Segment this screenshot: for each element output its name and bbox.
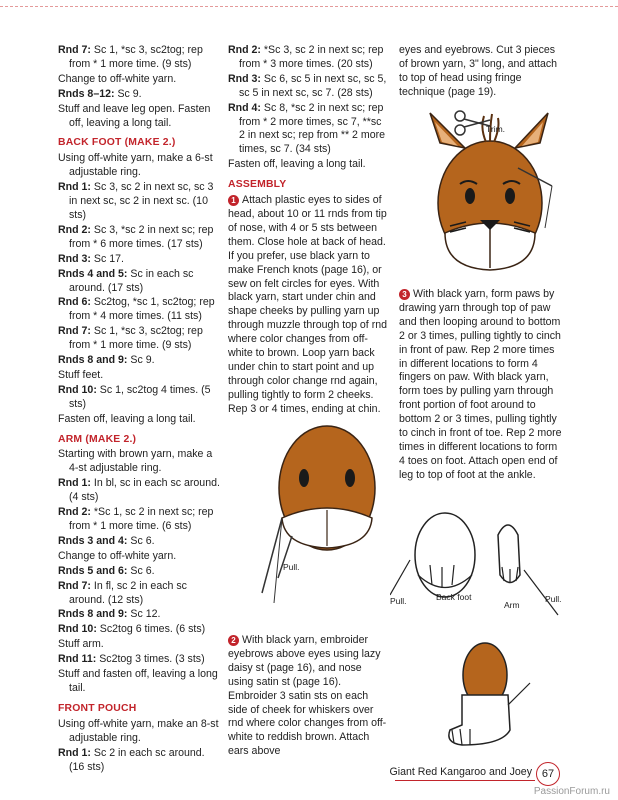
foot-arm-figure [390,505,570,765]
instruction-line [58,103,220,131]
round-label: Rnd 2: [228,44,261,56]
instruction-line [58,747,220,775]
arm-label: Arm [504,600,520,610]
instruction-text: Sc 1, *sc 3, sc2tog; rep from * 1 more time. (9 sts) [69,325,203,352]
page-number: 67 [536,762,560,786]
instruction-line [58,152,220,180]
column-2 [228,44,388,418]
instruction-text: Sc2tog, *sc 1, sc2tog; rep from * 4 more times. (11 sts) [69,296,215,323]
instruction-line [58,296,220,324]
instruction-line [58,448,220,476]
round-label: Rnd 11: [58,653,97,666]
instruction-text: Fasten off, leaving a long tail. [58,412,196,425]
instruction-line [58,550,220,564]
instruction-text: Sc 9. [114,87,142,100]
round-label: Rnd 1: [58,181,91,194]
round-label: Rnd 7: [58,325,91,338]
instruction-line [58,477,220,505]
round-label: Rnd 6: [58,296,91,309]
instruction-text: Change to off-white yarn. [58,549,177,562]
instruction-text: Sc 8, *sc 2 in next sc; rep from * 2 more times, sc 7, **sc 2 in next sc; rep from ** 2 more times, sc 7. (34 sts) [239,101,386,156]
pull-right-label: Pull. [545,594,562,604]
top-dashed-rule [0,6,618,7]
instruction-text: Sc2tog 6 times. (6 sts) [96,623,206,636]
instruction-line [58,580,220,608]
instruction-line [228,73,388,101]
step-number: 3 [399,289,410,300]
step-3 [399,288,563,484]
instruction-line [58,653,220,667]
assembly-step [399,288,563,483]
instruction-line [58,506,220,534]
round-label: Rnds 3 and 4: [58,534,128,547]
instruction-line [58,668,220,696]
instruction-text: In fl, sc 2 in each sc around. (12 sts) [69,579,187,606]
instruction-line [58,224,220,252]
round-label: Rnds 8 and 9: [58,608,128,621]
round-label: Rnds 5 and 6: [58,564,128,577]
instruction-text: *Sc 1, sc 2 in next sc; rep from * 1 more time. (6 sts) [69,506,214,532]
round-label: Rnd 7: [58,44,91,56]
step-text: Attach plastic eyes to sides of head, about 10 or 11 rnds from tip of nose, with 4 or 5 sts between them. Close hole at back of head. If you prefer, use black yarn to make French knots (page 16), or sew on felt circles for eyes. With black yarn, start under chin and shape cheeks by pulling yarn up through muzzle through top of rnd where color changes from off-white to brown. Loop yarn back under chin to start point and up through color change rnd again, pulling tightly to form 2 cheeks. Rep 3 or 4 times, ending at chin. [228,194,388,415]
instruction-text: Change to off-white yarn. [58,72,177,85]
round-label: Rnd 2: [58,223,91,236]
instruction-line [58,608,220,622]
round-label: Rnd 1: [58,477,91,490]
section-heading: BACK FOOT (MAKE 2.) [58,137,176,149]
instruction-line [58,413,220,427]
instruction-line [58,253,220,267]
column-3 [399,44,563,101]
instruction-line [58,325,220,353]
instruction-line [58,638,220,652]
watermark: PassionForum.ru [533,786,610,797]
instruction-line [228,158,388,172]
instruction-text: Sc 12. [127,608,161,621]
instruction-text: Stuff arm. [58,638,104,651]
instruction-text: Using off-white yarn, make a 6-st adjustable ring. [58,152,213,179]
back-foot-label: Back foot [436,592,472,602]
section-heading: ARM (MAKE 2.) [58,433,137,445]
footer-title: Giant Red Kangaroo and Joey [389,766,532,778]
step-number: 2 [228,635,239,646]
round-label: Rnds 4 and 5: [58,267,128,280]
round-label: Rnd 10: [58,383,97,396]
section-heading: ASSEMBLY [228,179,287,191]
assembly-step [228,194,388,417]
column-1 [58,44,220,775]
instruction-line [58,44,220,72]
round-label: Rnd 7: [58,579,91,592]
instruction-text: Sc 6, sc 5 in next sc, sc 5, sc 5 in next sc, sc 7. (28 sts) [239,72,387,99]
step-text: With black yarn, form paws by drawing yarn through top of paw and then looping around to bottom 2 or 3 times, pulling tightly to cinch in front of paw. Rep 2 more times in different locations to form 4 fingers on paw. With black yarn, form toes by pulling yarn through front portion of foot around to bottom 2 or 3 times, pulling tightly to cinch in front of toe. Rep 2 more times in different locations to form 4 toes on foot. Attach open end of leg to top of foot at the ankle. [399,288,562,481]
instruction-text: Starting with brown yarn, make a 4-st adjustable ring. [58,448,213,475]
instruction-line [58,623,220,637]
step-number: 1 [228,195,239,206]
instruction-line [58,565,220,579]
instruction-text: Sc 1, sc2tog 4 times. (5 sts) [69,383,211,410]
head-pull-figure [252,418,392,618]
instruction-text: Sc in each sc around. (17 sts) [69,267,194,294]
instruction-text: *Sc 3, sc 2 in next sc; rep from * 3 more times. (20 sts) [239,44,384,70]
round-label: Rnds 8–12: [58,87,115,100]
instruction-text: Sc2tog 3 times. (3 sts) [96,653,205,666]
instruction-text: Stuff and fasten off, leaving a long tail. [58,668,218,694]
footer-rule [395,780,535,781]
instruction-line [58,354,220,368]
instruction-line [58,718,220,746]
step-2 [228,634,388,760]
round-label: Rnd 3: [58,252,91,265]
instruction-text: Sc 3, sc 2 in next sc, sc 3 in next sc, sc 2 in next sc. (10 sts) [69,181,214,221]
assembly-step [228,634,388,759]
instruction-text: Sc 1, *sc 3, sc2tog; rep from * 1 more time. (9 sts) [69,44,203,70]
instruction-text: Sc 6. [127,564,155,577]
round-label: Rnd 2: [58,506,91,519]
step-text: With black yarn, embroider eyebrows above eyes using lazy daisy st (page 16), and nose using satin st (page 16). Embroider 3 satin sts on each side of cheek for whiskers over rnd where color changes from off-white to reddish brown. Attach ears above [228,634,387,758]
instruction-line [58,88,220,102]
round-label: Rnd 1: [58,746,91,759]
instruction-text: Fasten off, leaving a long tail. [228,158,366,171]
instruction-line [58,268,220,296]
instruction-text: Sc 17. [90,252,124,265]
instruction-text: In bl, sc in each sc around. (4 sts) [69,477,220,504]
instruction-text: Sc 3, *sc 2 in next sc; rep from * 6 more times. (17 sts) [69,223,214,250]
instruction-text: Stuff and leave leg open. Fasten off, leaving a long tail. [58,102,211,129]
section-heading: FRONT POUCH [58,702,137,714]
trim-label: Trim. [486,124,506,134]
pull-label: Pull. [283,562,300,572]
instruction-text: Sc 2 in each sc around. (16 sts) [69,746,205,773]
instruction-text: Stuff feet. [58,368,104,381]
instruction-line [58,73,220,87]
continued-text: eyes and eyebrows. Cut 3 pieces of brown yarn, 3" long, and attach to top of head using fringe technique (page 19). [399,44,558,98]
round-label: Rnd 3: [228,72,261,85]
instruction-line [228,44,388,72]
pull-left-label: Pull. [390,596,407,606]
instruction-line [58,181,220,223]
instruction-line [228,102,388,158]
instruction-text: Sc 6. [127,534,155,547]
round-label: Rnds 8 and 9: [58,354,128,367]
instruction-line [58,535,220,549]
instruction-line [58,369,220,383]
instruction-text: Sc 9. [127,354,155,367]
instruction-line [58,384,220,412]
round-label: Rnd 10: [58,623,97,636]
round-label: Rnd 4: [228,101,261,114]
instruction-text: Using off-white yarn, make an 8-st adjustable ring. [58,717,219,744]
